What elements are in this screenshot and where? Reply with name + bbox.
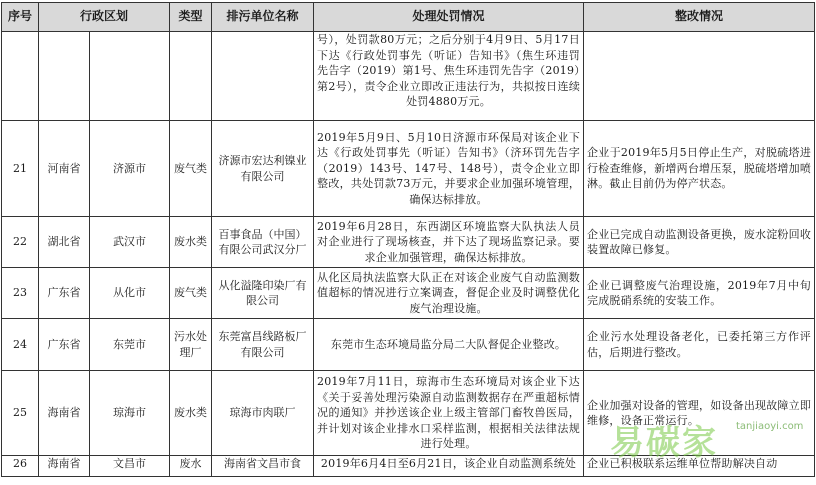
watermark-brand: 易碳家 <box>610 423 718 463</box>
cell-penalty: 2019年7月11日，琼海市生态环境局对该企业下达《关于妥善处理污染源自动监测数据存在严重超标情况的通知》并抄送该企业上级主管部门畜牧兽医局，并计划对该企业排水口采样监测，根据相关法律法规进行处理。 <box>314 371 584 456</box>
cell-fix: 企业于2019年5月5日停止生产，对脱硫塔进行检查维修，新增两台增压泵，脱硫塔增加喷淋。截止目前仍为停产状态。 <box>584 121 815 217</box>
cell-fix: 企业已调整废气治理设施，2019年7月中旬完成脱硝系统的安装工作。 <box>584 268 815 319</box>
cell-unit <box>212 32 314 121</box>
header-fix: 整改情况 <box>584 3 815 32</box>
table-row <box>2 371 815 456</box>
cell-province: 海南省 <box>39 456 90 477</box>
header-region: 行政区划 <box>39 3 170 32</box>
table-row <box>2 217 815 268</box>
cell-penalty: 2019年6月28日，东西湖区环境监察大队执法人员对企业进行了现场核查，并下达了现场监察记录。要求企业加强管理，确保达标排放。 <box>314 217 584 268</box>
penalty-table <box>1 2 815 477</box>
cell-seq: 25 <box>2 371 39 456</box>
cell-seq: 23 <box>2 268 39 319</box>
cell-city: 济源市 <box>90 121 170 217</box>
table-row <box>2 456 815 477</box>
header-penalty: 处理处罚情况 <box>314 3 584 32</box>
cell-type: 废气类 <box>170 268 212 319</box>
cell-type: 废水类 <box>170 217 212 268</box>
cell-unit: 琼海市肉联厂 <box>212 371 314 456</box>
cell-fix: 企业加强对设备的管理，如设备出现故障立即维修，设备正常运行。 <box>584 371 815 456</box>
watermark-domain: tanjiaoyi.com <box>736 421 804 432</box>
header-unit: 排污单位名称 <box>212 3 314 32</box>
cell-fix-text: 企业已积极联系运维单位帮助解决自动 <box>587 457 778 470</box>
cell-province: 广东省 <box>39 268 90 319</box>
cell-penalty: 号），处罚款80万元；之后分别于4月9日、5月17日下达《行政处罚事先（听证）告知书》（焦生环违罚先告字（2019）第1号、焦生环违罚先告字（2019）第2号），责令企业立即改正违法行为，共拟按日连续处罚4880万元。 <box>314 32 584 121</box>
header-seq: 序号 <box>2 3 39 32</box>
cell-city: 东莞市 <box>90 319 170 371</box>
table-row <box>2 319 815 371</box>
cell-type: 废水类 <box>170 371 212 456</box>
cell-unit: 百事食品（中国）有限公司武汉分厂 <box>212 217 314 268</box>
header-type: 类型 <box>170 3 212 32</box>
table-row <box>2 32 815 121</box>
cell-province: 湖北省 <box>39 217 90 268</box>
cell-penalty-text: 2019年6月4日至6月21日，该企业自动监测系统处 <box>320 457 577 470</box>
cell-fix <box>584 32 815 121</box>
cell-province: 河南省 <box>39 121 90 217</box>
cell-penalty: 从化区局执法监察大队正在对该企业废气自动监测数值超标的情况进行立案调查，督促企业及时调整优化废气治理设施。 <box>314 268 584 319</box>
cell-penalty: 东莞市生态环境局监分局二大队督促企业整改。 <box>314 319 584 371</box>
cell-seq <box>2 32 39 121</box>
cell-city: 文昌市 <box>90 456 170 477</box>
cell-seq: 21 <box>2 121 39 217</box>
cell-seq: 24 <box>2 319 39 371</box>
cell-unit: 从化溢隆印染厂有限公司 <box>212 268 314 319</box>
cell-penalty <box>314 456 584 477</box>
cell-unit-text: 海南省文昌市食 <box>224 457 302 470</box>
cell-unit <box>212 456 314 477</box>
cell-province: 广东省 <box>39 319 90 371</box>
table-header-row <box>2 3 815 32</box>
table-row <box>2 268 815 319</box>
cell-unit: 济源市宏达利镍业有限公司 <box>212 121 314 217</box>
cell-city <box>90 32 170 121</box>
cell-province <box>39 32 90 121</box>
cell-seq: 26 <box>2 456 39 477</box>
cell-type: 废水 <box>170 456 212 477</box>
cell-type <box>170 32 212 121</box>
cell-fix: 企业污水处理设备老化，已委托第三方作评估，后期进行整改。 <box>584 319 815 371</box>
cell-city: 从化市 <box>90 268 170 319</box>
cell-city: 武汉市 <box>90 217 170 268</box>
cell-seq: 22 <box>2 217 39 268</box>
cell-city: 琼海市 <box>90 371 170 456</box>
cell-fix: 企业已完成自动监测设备更换，废水淀粉回收装置故障已修复。 <box>584 217 815 268</box>
cell-type: 污水处理厂 <box>170 319 212 371</box>
table-row <box>2 121 815 217</box>
cell-fix <box>584 456 815 477</box>
cell-penalty: 2019年5月9日、5月10日济源市环保局对该企业下达《行政处罚事先（听证）告知书》（济环罚先告字（2019）143号、147号、148号），责令企业立即整改，共处罚款73万元，并要求企业加强环境管理，确保达标排放。 <box>314 121 584 217</box>
cell-unit: 东莞富昌线路板厂有限公司 <box>212 319 314 371</box>
cell-type: 废气类 <box>170 121 212 217</box>
cell-province: 海南省 <box>39 371 90 456</box>
